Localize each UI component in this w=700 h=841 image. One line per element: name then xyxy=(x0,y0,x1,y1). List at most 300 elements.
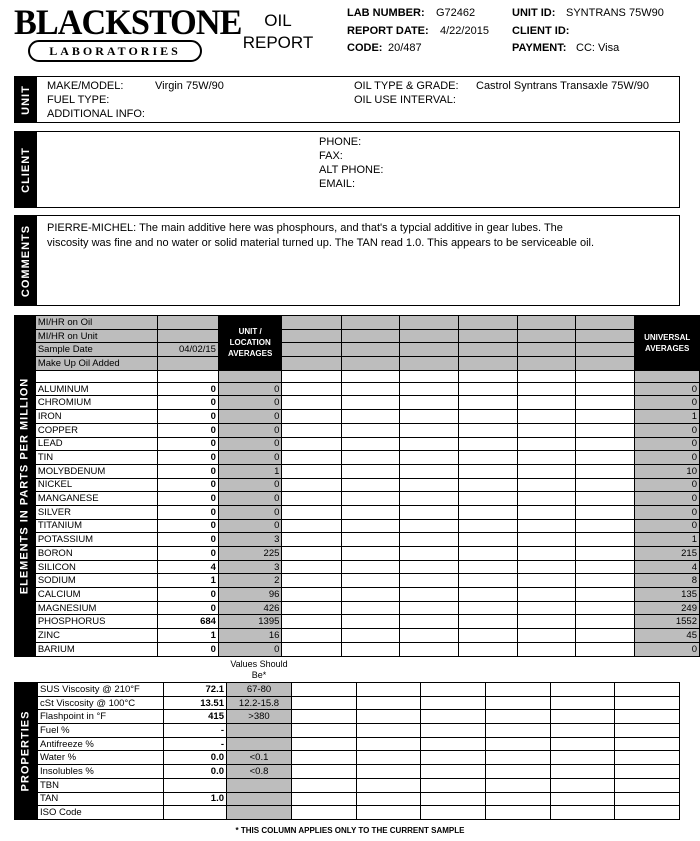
client-id-label: CLIENT ID: xyxy=(512,25,570,37)
empty-cell xyxy=(486,792,551,806)
property-name: Antifreeze % xyxy=(38,737,164,751)
element-name: IRON xyxy=(35,410,157,424)
empty-cell xyxy=(218,370,281,382)
empty-cell xyxy=(421,765,486,779)
empty-cell xyxy=(341,423,399,437)
element-row xyxy=(15,382,700,396)
element-unit-average: 0 xyxy=(218,382,281,396)
empty-cell xyxy=(551,710,615,724)
empty-cell xyxy=(357,696,421,710)
empty-cell xyxy=(518,410,576,424)
element-universal-average: 0 xyxy=(635,505,700,519)
empty-cell xyxy=(458,519,517,533)
empty-cell xyxy=(551,792,615,806)
element-name: COPPER xyxy=(35,423,157,437)
empty-cell xyxy=(615,765,680,779)
element-value: 0 xyxy=(158,492,219,506)
element-name: BORON xyxy=(35,547,157,561)
empty-cell xyxy=(292,778,357,792)
additional-info-label: ADDITIONAL INFO: xyxy=(47,108,145,120)
property-name: Water % xyxy=(38,751,164,765)
property-should-be: 12.2-15.8 xyxy=(227,696,292,710)
element-value: 0 xyxy=(158,519,219,533)
property-should-be xyxy=(227,792,292,806)
payment-label: PAYMENT: xyxy=(512,42,567,54)
empty-cell xyxy=(576,533,635,547)
element-row xyxy=(15,615,700,629)
empty-cell xyxy=(518,574,576,588)
empty-cell xyxy=(357,710,421,724)
lab-number-label: LAB NUMBER: xyxy=(347,7,425,19)
element-row xyxy=(15,505,700,519)
element-name: TITANIUM xyxy=(35,519,157,533)
empty-cell xyxy=(576,382,635,396)
property-value: 1.0 xyxy=(164,792,227,806)
property-name: Insolubles % xyxy=(38,765,164,779)
empty-cell xyxy=(458,437,517,451)
element-value: 0 xyxy=(158,382,219,396)
empty-cell xyxy=(576,574,635,588)
empty-cell xyxy=(357,724,421,738)
empty-cell xyxy=(35,370,157,382)
empty-cell xyxy=(399,547,458,561)
empty-cell xyxy=(282,492,341,506)
element-row xyxy=(15,629,700,643)
empty-cell xyxy=(292,765,357,779)
empty-cell xyxy=(576,505,635,519)
empty-cell xyxy=(341,329,399,343)
empty-cell xyxy=(341,357,399,371)
empty-cell xyxy=(282,574,341,588)
comments-side-label: COMMENTS xyxy=(15,216,37,305)
element-row xyxy=(15,601,700,615)
empty-cell xyxy=(282,396,341,410)
empty-cell xyxy=(421,806,486,820)
property-should-be: <0.1 xyxy=(227,751,292,765)
sample-info-value: 04/02/15 xyxy=(158,343,219,357)
client-side-label: CLIENT xyxy=(15,132,37,207)
property-name: TBN xyxy=(38,778,164,792)
element-unit-average: 0 xyxy=(218,642,281,656)
property-row xyxy=(15,751,680,765)
sample-info-value xyxy=(158,316,219,330)
oil-type-label: OIL TYPE & GRADE: xyxy=(354,80,459,92)
logo-wordmark: BLACKSTONE xyxy=(14,2,242,42)
element-unit-average: 3 xyxy=(218,533,281,547)
empty-cell xyxy=(576,588,635,602)
empty-cell xyxy=(399,505,458,519)
empty-cell xyxy=(341,492,399,506)
element-row xyxy=(15,478,700,492)
properties-table xyxy=(14,682,680,820)
universal-averages-header: UNIVERSAL AVERAGES xyxy=(635,316,700,371)
payment-value: CC: Visa xyxy=(576,42,620,54)
empty-cell xyxy=(635,370,700,382)
empty-cell xyxy=(282,615,341,629)
phone-label: PHONE: xyxy=(319,136,362,148)
element-value: 0 xyxy=(158,410,219,424)
unit-averages-header: UNIT / LOCATION AVERAGES xyxy=(218,316,281,371)
empty-cell xyxy=(421,710,486,724)
properties-side-label: PROPERTIES xyxy=(15,683,38,820)
empty-cell xyxy=(399,642,458,656)
property-value: 72.1 xyxy=(164,683,227,697)
element-row xyxy=(15,423,700,437)
empty-cell xyxy=(615,751,680,765)
empty-cell xyxy=(458,642,517,656)
element-name: NICKEL xyxy=(35,478,157,492)
empty-cell xyxy=(282,329,341,343)
report-date-label: REPORT DATE: xyxy=(347,25,429,37)
empty-cell xyxy=(615,737,680,751)
property-row xyxy=(15,724,680,738)
empty-cell xyxy=(458,370,517,382)
element-value: 0 xyxy=(158,588,219,602)
empty-cell xyxy=(486,724,551,738)
empty-cell xyxy=(399,560,458,574)
element-unit-average: 426 xyxy=(218,601,281,615)
empty-cell xyxy=(551,737,615,751)
empty-cell xyxy=(357,792,421,806)
empty-cell xyxy=(486,710,551,724)
empty-cell xyxy=(518,560,576,574)
empty-cell xyxy=(518,370,576,382)
property-should-be xyxy=(227,724,292,738)
empty-cell xyxy=(399,492,458,506)
code-value: 20/487 xyxy=(388,42,422,54)
empty-cell xyxy=(399,629,458,643)
empty-cell xyxy=(292,724,357,738)
element-value: 0 xyxy=(158,505,219,519)
sample-info-row xyxy=(15,329,700,343)
sample-info-row xyxy=(15,357,700,371)
empty-cell xyxy=(421,724,486,738)
property-name: Fuel % xyxy=(38,724,164,738)
property-name: SUS Viscosity @ 210°F xyxy=(38,683,164,697)
empty-cell xyxy=(282,451,341,465)
empty-cell xyxy=(518,382,576,396)
element-row xyxy=(15,519,700,533)
element-unit-average: 0 xyxy=(218,505,281,519)
empty-cell xyxy=(357,737,421,751)
empty-cell xyxy=(282,370,341,382)
element-unit-average: 0 xyxy=(218,478,281,492)
empty-cell xyxy=(458,423,517,437)
code-label: CODE: xyxy=(347,42,383,54)
element-name: BARIUM xyxy=(35,642,157,656)
empty-cell xyxy=(576,642,635,656)
empty-cell xyxy=(399,464,458,478)
property-name: Flashpoint in °F xyxy=(38,710,164,724)
property-should-be xyxy=(227,778,292,792)
empty-cell xyxy=(341,601,399,615)
empty-cell xyxy=(158,370,219,382)
empty-cell xyxy=(615,806,680,820)
element-unit-average: 3 xyxy=(218,560,281,574)
empty-cell xyxy=(576,547,635,561)
empty-cell xyxy=(486,806,551,820)
property-name: cSt Viscosity @ 100°C xyxy=(38,696,164,710)
empty-cell xyxy=(518,492,576,506)
unit-id-value: SYNTRANS 75W90 xyxy=(566,7,664,19)
element-row xyxy=(15,588,700,602)
empty-cell xyxy=(551,724,615,738)
empty-cell xyxy=(518,316,576,330)
empty-cell xyxy=(576,464,635,478)
comments-section xyxy=(14,215,680,306)
element-unit-average: 0 xyxy=(218,451,281,465)
element-row xyxy=(15,547,700,561)
element-name: CALCIUM xyxy=(35,588,157,602)
empty-cell xyxy=(282,316,341,330)
element-name: TIN xyxy=(35,451,157,465)
element-unit-average: 0 xyxy=(218,492,281,506)
element-row xyxy=(15,464,700,478)
report-date-value: 4/22/2015 xyxy=(440,25,489,37)
empty-cell xyxy=(518,601,576,615)
property-should-be: 67-80 xyxy=(227,683,292,697)
empty-cell xyxy=(518,357,576,371)
empty-cell xyxy=(341,588,399,602)
element-value: 684 xyxy=(158,615,219,629)
empty-cell xyxy=(282,629,341,643)
empty-cell xyxy=(576,370,635,382)
empty-cell xyxy=(341,560,399,574)
empty-cell xyxy=(486,778,551,792)
empty-cell xyxy=(282,519,341,533)
element-value: 1 xyxy=(158,629,219,643)
sample-info-label: MI/HR on Oil xyxy=(35,316,157,330)
element-unit-average: 0 xyxy=(218,437,281,451)
empty-cell xyxy=(282,343,341,357)
empty-cell xyxy=(341,396,399,410)
empty-cell xyxy=(341,370,399,382)
empty-cell xyxy=(551,806,615,820)
property-value: - xyxy=(164,737,227,751)
unit-id-label: UNIT ID: xyxy=(512,7,556,19)
property-value: 0.0 xyxy=(164,751,227,765)
element-universal-average: 0 xyxy=(635,492,700,506)
empty-cell xyxy=(576,437,635,451)
property-value: 0.0 xyxy=(164,765,227,779)
empty-cell xyxy=(458,560,517,574)
element-row xyxy=(15,410,700,424)
empty-cell xyxy=(486,696,551,710)
empty-cell xyxy=(341,478,399,492)
element-value: 0 xyxy=(158,478,219,492)
empty-cell xyxy=(458,533,517,547)
element-row xyxy=(15,533,700,547)
property-row xyxy=(15,696,680,710)
fax-label: FAX: xyxy=(319,150,343,162)
empty-cell xyxy=(486,737,551,751)
empty-cell xyxy=(576,396,635,410)
element-unit-average: 0 xyxy=(218,519,281,533)
empty-cell xyxy=(292,683,357,697)
empty-cell xyxy=(576,357,635,371)
element-value: 1 xyxy=(158,574,219,588)
empty-cell xyxy=(518,505,576,519)
empty-cell xyxy=(292,696,357,710)
lab-number-value: G72462 xyxy=(436,7,476,19)
empty-cell xyxy=(518,629,576,643)
empty-cell xyxy=(341,519,399,533)
element-row xyxy=(15,451,700,465)
empty-cell xyxy=(518,329,576,343)
empty-cell xyxy=(576,316,635,330)
element-name: SODIUM xyxy=(35,574,157,588)
empty-cell xyxy=(458,396,517,410)
empty-cell xyxy=(421,683,486,697)
element-row xyxy=(15,396,700,410)
element-universal-average: 0 xyxy=(635,423,700,437)
empty-cell xyxy=(576,410,635,424)
empty-cell xyxy=(399,478,458,492)
sample-info-label: Sample Date xyxy=(35,343,157,357)
empty-cell xyxy=(399,357,458,371)
empty-cell xyxy=(576,451,635,465)
empty-cell xyxy=(341,464,399,478)
element-unit-average: 1395 xyxy=(218,615,281,629)
empty-cell xyxy=(399,396,458,410)
empty-cell xyxy=(399,423,458,437)
empty-cell xyxy=(576,519,635,533)
empty-cell xyxy=(518,547,576,561)
empty-cell xyxy=(282,437,341,451)
empty-cell xyxy=(518,451,576,465)
footnote: * THIS COLUMN APPLIES ONLY TO THE CURRENT SAMPLE xyxy=(235,826,465,835)
element-name: MAGNESIUM xyxy=(35,601,157,615)
element-universal-average: 0 xyxy=(635,382,700,396)
empty-cell xyxy=(341,533,399,547)
empty-cell xyxy=(518,615,576,629)
empty-cell xyxy=(518,478,576,492)
element-unit-average: 16 xyxy=(218,629,281,643)
empty-cell xyxy=(282,423,341,437)
element-name: MANGANESE xyxy=(35,492,157,506)
empty-cell xyxy=(282,410,341,424)
empty-cell xyxy=(458,451,517,465)
empty-cell xyxy=(458,588,517,602)
element-unit-average: 2 xyxy=(218,574,281,588)
empty-cell xyxy=(615,778,680,792)
empty-cell xyxy=(341,316,399,330)
empty-cell xyxy=(399,316,458,330)
empty-cell xyxy=(399,382,458,396)
empty-cell xyxy=(399,615,458,629)
empty-cell xyxy=(518,519,576,533)
empty-cell xyxy=(421,778,486,792)
sample-info-row xyxy=(15,343,700,357)
unit-section xyxy=(14,76,680,123)
empty-cell xyxy=(458,478,517,492)
property-name: TAN xyxy=(38,792,164,806)
unit-side-label: UNIT xyxy=(15,77,37,122)
empty-cell xyxy=(486,765,551,779)
empty-cell xyxy=(399,329,458,343)
empty-cell xyxy=(458,629,517,643)
property-row xyxy=(15,778,680,792)
empty-cell xyxy=(458,505,517,519)
alt-phone-label: ALT PHONE: xyxy=(319,164,384,176)
empty-cell xyxy=(518,343,576,357)
empty-cell xyxy=(458,382,517,396)
empty-cell xyxy=(576,492,635,506)
element-universal-average: 0 xyxy=(635,396,700,410)
empty-cell xyxy=(458,615,517,629)
element-universal-average: 0 xyxy=(635,519,700,533)
empty-cell xyxy=(551,683,615,697)
oil-use-interval-label: OIL USE INTERVAL: xyxy=(354,94,456,106)
element-name: POTASSIUM xyxy=(35,533,157,547)
element-universal-average: 249 xyxy=(635,601,700,615)
sample-info-label: MI/HR on Unit xyxy=(35,329,157,343)
comments-text: PIERRE-MICHEL: The main additive here was phosphours, and that's a typcial additive in gear lubes. The viscosity was fine and no water or solid material turned up. The TAN read 1.0. This appears to be serviceable oil. xyxy=(47,222,595,249)
element-name: LEAD xyxy=(35,437,157,451)
element-universal-average: 1 xyxy=(635,533,700,547)
empty-cell xyxy=(292,710,357,724)
property-value: 13.51 xyxy=(164,696,227,710)
element-name: SILVER xyxy=(35,505,157,519)
empty-cell xyxy=(399,370,458,382)
logo-subtitle: LABORATORIES xyxy=(28,40,202,62)
empty-cell xyxy=(357,683,421,697)
element-unit-average: 225 xyxy=(218,547,281,561)
element-unit-average: 0 xyxy=(218,423,281,437)
empty-cell xyxy=(357,765,421,779)
empty-cell xyxy=(399,533,458,547)
empty-cell xyxy=(551,751,615,765)
element-name: ALUMINUM xyxy=(35,382,157,396)
element-name: SILICON xyxy=(35,560,157,574)
property-row xyxy=(15,737,680,751)
empty-cell xyxy=(615,710,680,724)
empty-cell xyxy=(282,357,341,371)
empty-cell xyxy=(615,683,680,697)
element-row xyxy=(15,437,700,451)
property-row xyxy=(15,710,680,724)
empty-cell xyxy=(518,437,576,451)
empty-cell xyxy=(576,343,635,357)
empty-cell xyxy=(518,588,576,602)
empty-cell xyxy=(282,560,341,574)
empty-cell xyxy=(518,642,576,656)
empty-cell xyxy=(615,696,680,710)
property-name: ISO Code xyxy=(38,806,164,820)
element-universal-average: 215 xyxy=(635,547,700,561)
oil-type-value: Castrol Syntrans Transaxle 75W/90 xyxy=(476,80,650,92)
empty-cell xyxy=(458,316,517,330)
report-title-line1: OIL xyxy=(264,11,292,30)
empty-cell xyxy=(341,382,399,396)
empty-cell xyxy=(357,778,421,792)
property-value: - xyxy=(164,724,227,738)
report-title xyxy=(232,10,324,54)
empty-cell xyxy=(399,343,458,357)
empty-cell xyxy=(341,343,399,357)
empty-cell xyxy=(399,588,458,602)
element-value: 0 xyxy=(158,601,219,615)
empty-cell xyxy=(282,464,341,478)
element-universal-average: 135 xyxy=(635,588,700,602)
element-row xyxy=(15,560,700,574)
client-section xyxy=(14,131,680,208)
empty-cell xyxy=(282,547,341,561)
empty-cell xyxy=(551,765,615,779)
empty-cell xyxy=(341,615,399,629)
element-name: PHOSPHORUS xyxy=(35,615,157,629)
element-unit-average: 0 xyxy=(218,410,281,424)
